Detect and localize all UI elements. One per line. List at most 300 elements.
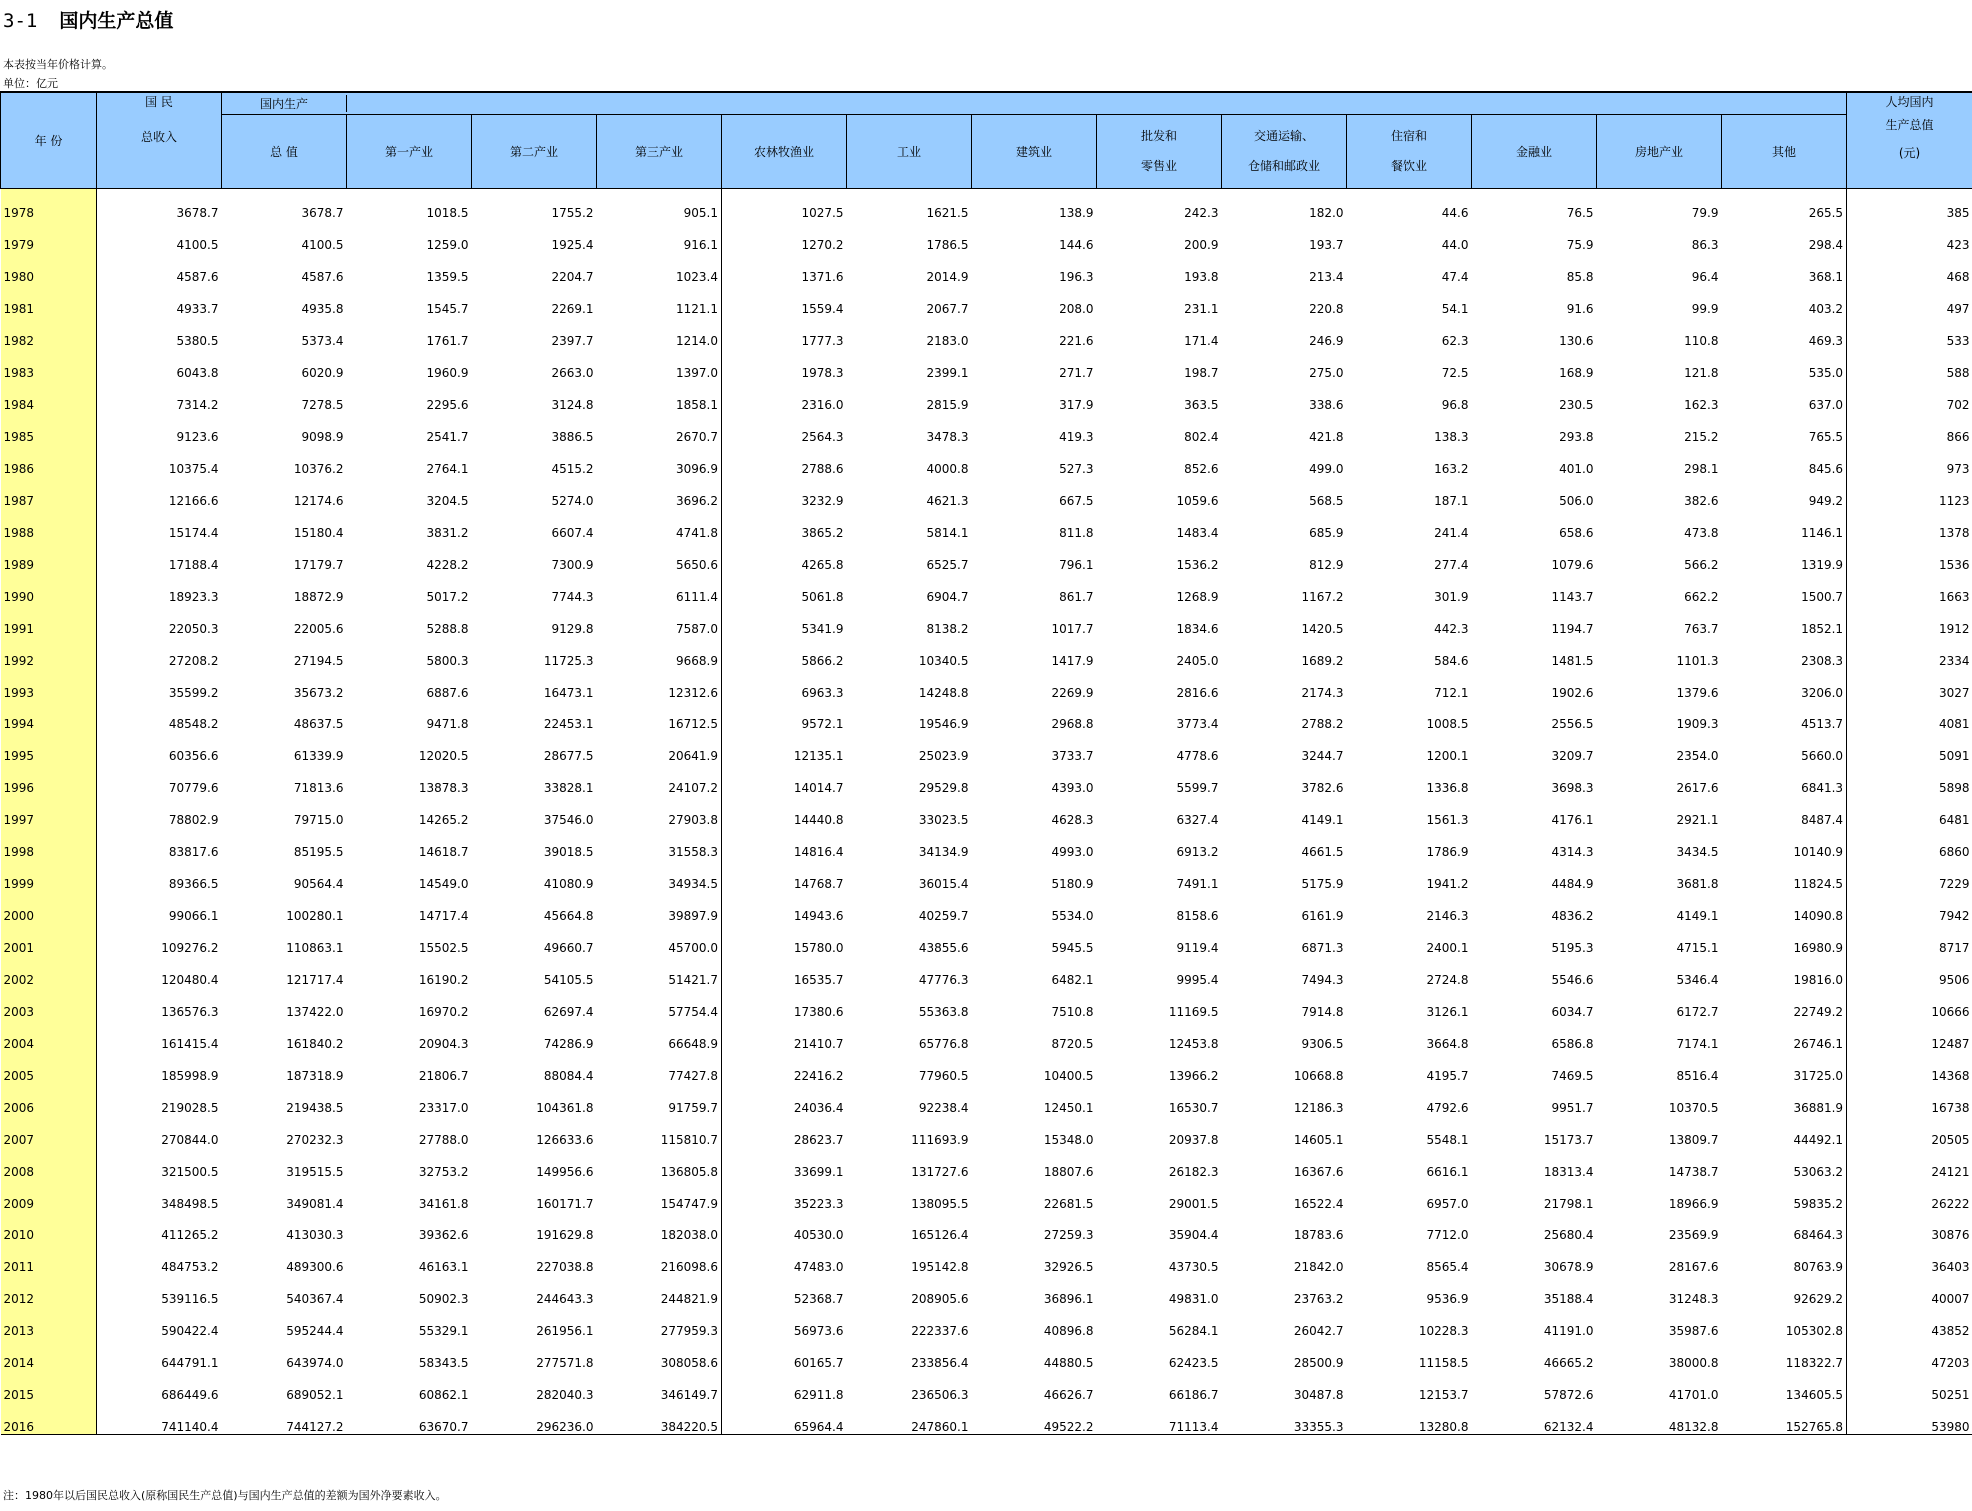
value-cell: 1786.5: [926, 238, 969, 253]
value-cell: 50902.3: [418, 1292, 469, 1307]
value-cell: 506.0: [1559, 493, 1594, 508]
header-primary: 第一产业: [347, 114, 472, 188]
value-cell: 50251: [1847, 1370, 1972, 1402]
value-cell: 1561.3: [1426, 813, 1469, 828]
value-cell: 5373.4: [301, 334, 344, 349]
value-cell: 92238.4: [918, 1100, 969, 1115]
value-cell: 588: [1847, 348, 1972, 380]
value-cell: 33023.5: [918, 813, 969, 828]
value-cell: 1483.4: [1176, 525, 1219, 540]
header-secondary: 第二产业: [472, 114, 597, 188]
year-cell: 1996: [1, 763, 97, 795]
value-cell: 26182.3: [1168, 1164, 1219, 1179]
value-cell: 6887.6: [426, 685, 469, 700]
value-cell: 1545.7: [426, 302, 469, 317]
value-cell: 44.0: [1441, 238, 1469, 253]
value-cell: 191629.8: [536, 1228, 594, 1243]
value-cell: 4149.1: [1676, 909, 1719, 924]
value-cell: 65964.4: [722, 1402, 847, 1434]
value-cell: 138095.5: [911, 1196, 969, 1211]
value-cell: 282040.3: [536, 1388, 594, 1403]
value-cell: 6904.7: [926, 589, 969, 604]
value-cell: 40259.7: [918, 909, 969, 924]
value-cell: 568.5: [1309, 493, 1344, 508]
value-cell: 14265.2: [418, 813, 469, 828]
value-cell: 12453.8: [1168, 1036, 1219, 1051]
value-cell: 5091: [1847, 731, 1972, 763]
value-cell: 270232.3: [286, 1132, 344, 1147]
value-cell: 6616.1: [1426, 1164, 1469, 1179]
value-cell: 5380.5: [176, 334, 219, 349]
value-cell: 1755.2: [551, 206, 594, 221]
value-cell: 16535.7: [722, 955, 847, 987]
value-cell: 26746.1: [1793, 1036, 1844, 1051]
value-cell: 16980.9: [1793, 941, 1844, 955]
value-cell: 9119.4: [1176, 941, 1219, 955]
value-cell: 2815.9: [926, 398, 969, 413]
value-cell: 19816.0: [1793, 972, 1844, 987]
value-cell: 4100.5: [176, 238, 219, 253]
value-cell: 233856.4: [911, 1356, 969, 1371]
value-cell: 1663: [1847, 572, 1972, 604]
value-cell: 2405.0: [1176, 653, 1219, 668]
value-cell: 4587.6: [301, 270, 344, 285]
value-cell: 4933.7: [176, 302, 219, 317]
year-cell: 1992: [1, 636, 97, 668]
value-cell: 33699.1: [722, 1147, 847, 1179]
value-cell: 18872.9: [293, 589, 344, 604]
table-row: [1, 987, 1972, 1019]
value-cell: 24036.4: [722, 1083, 847, 1115]
value-cell: 744127.2: [222, 1402, 347, 1434]
value-cell: 905.1: [683, 206, 718, 221]
table-row: [1, 700, 1972, 732]
value-cell: 916.1: [683, 238, 718, 253]
value-cell: 49522.2: [972, 1402, 1097, 1434]
value-cell: 6607.4: [551, 525, 594, 540]
header-wholesale: [1097, 114, 1222, 188]
value-cell: 163.2: [1434, 461, 1469, 476]
value-cell: 26222: [1847, 1179, 1972, 1211]
value-cell: 10668.8: [1293, 1068, 1344, 1083]
value-cell: 8158.6: [1176, 909, 1219, 924]
value-cell: 58343.5: [418, 1356, 469, 1371]
value-cell: 13878.3: [418, 781, 469, 796]
value-cell: 2334: [1847, 636, 1972, 668]
value-cell: 533: [1847, 316, 1972, 348]
year-cell: 2010: [1, 1211, 97, 1243]
table-row: [1, 1338, 1972, 1370]
value-cell: 308058.6: [660, 1356, 718, 1371]
year-cell: 2009: [1, 1179, 97, 1211]
value-cell: 489300.6: [286, 1260, 344, 1275]
year-cell: 2015: [1, 1370, 97, 1402]
value-cell: 10340.5: [918, 653, 969, 668]
value-cell: 33828.1: [543, 781, 594, 796]
value-cell: 105302.8: [1785, 1324, 1844, 1339]
value-cell: 1167.2: [1301, 589, 1344, 604]
value-cell: 1101.3: [1676, 653, 1719, 668]
value-cell: 2541.7: [426, 430, 469, 444]
value-cell: 6525.7: [926, 557, 969, 572]
value-cell: 9098.9: [301, 430, 344, 444]
header-tertiary: 第三产业: [597, 114, 722, 188]
header-per-capita: [1847, 92, 1972, 188]
value-cell: 39897.9: [668, 909, 718, 924]
value-cell: 3124.8: [551, 398, 594, 413]
value-cell: 1359.5: [426, 270, 469, 285]
value-cell: 765.5: [1808, 430, 1844, 444]
value-cell: 23317.0: [418, 1100, 469, 1115]
year-cell: 2007: [1, 1115, 97, 1147]
header-transport-line1: 交通运输、: [1253, 129, 1314, 143]
value-cell: 43855.6: [918, 941, 969, 955]
value-cell: 1689.2: [1301, 653, 1344, 668]
value-cell: 40896.8: [1043, 1324, 1094, 1339]
value-cell: 497: [1847, 284, 1972, 316]
value-cell: 1500.7: [1801, 589, 1844, 604]
value-cell: 231.1: [1184, 302, 1219, 317]
value-cell: 1143.7: [1551, 589, 1594, 604]
value-cell: 1941.2: [1426, 877, 1469, 892]
value-cell: 6161.9: [1301, 909, 1344, 924]
value-cell: 4792.6: [1426, 1100, 1469, 1115]
year-cell: 1989: [1, 540, 97, 572]
value-cell: 12312.6: [668, 685, 718, 700]
value-cell: 527.3: [1059, 461, 1094, 476]
value-cell: 104361.8: [536, 1100, 594, 1115]
value-cell: 6111.4: [676, 589, 718, 604]
value-cell: 13966.2: [1168, 1068, 1219, 1083]
value-cell: 499.0: [1309, 461, 1344, 476]
table-title: 国内生产总值: [59, 10, 174, 32]
value-cell: 216098.6: [660, 1260, 718, 1275]
value-cell: 1481.5: [1551, 653, 1594, 668]
value-cell: 4935.8: [301, 302, 344, 317]
header-transport-line2: 仓储和邮政业: [1247, 159, 1320, 173]
value-cell: 384220.5: [597, 1402, 722, 1434]
header-hotel-line2: 餐饮业: [1390, 159, 1427, 173]
value-cell: 413030.3: [286, 1228, 344, 1243]
value-cell: 2308.3: [1801, 653, 1844, 668]
value-cell: 25680.4: [1543, 1228, 1594, 1243]
value-cell: 4515.2: [551, 461, 594, 476]
value-cell: 741140.4: [97, 1402, 222, 1434]
value-cell: 10370.5: [1668, 1100, 1719, 1115]
table-row: [1, 636, 1972, 668]
value-cell: 2269.1: [551, 302, 594, 317]
value-cell: 2968.8: [1051, 717, 1094, 732]
value-cell: 9123.6: [176, 430, 219, 444]
value-cell: 2663.0: [551, 366, 594, 381]
value-cell: 658.6: [1559, 525, 1594, 540]
value-cell: 77427.8: [668, 1068, 718, 1083]
value-cell: 80763.9: [1793, 1260, 1844, 1275]
value-cell: 271.7: [1059, 366, 1094, 381]
value-cell: 10140.9: [1793, 845, 1844, 860]
gdp-table: [0, 91, 1972, 1435]
value-cell: 18966.9: [1668, 1196, 1719, 1211]
value-cell: 14768.7: [722, 859, 847, 891]
value-cell: 16367.6: [1293, 1164, 1344, 1179]
value-cell: 48132.8: [1597, 1402, 1722, 1434]
value-cell: 34161.8: [418, 1196, 469, 1211]
value-cell: 5599.7: [1176, 781, 1219, 796]
value-cell: 2670.7: [676, 430, 718, 444]
value-cell: 8717: [1847, 923, 1972, 955]
header-finance: 金融业: [1472, 114, 1597, 188]
value-cell: 338.6: [1309, 398, 1344, 413]
table-row: [1, 1306, 1972, 1338]
value-cell: 1925.4: [551, 238, 594, 253]
header-wholesale-line2: 零售业: [1140, 159, 1177, 173]
table-row: [1, 1147, 1972, 1179]
value-cell: 385: [1847, 188, 1972, 220]
value-cell: 1023.4: [676, 270, 718, 285]
value-cell: 60356.6: [168, 749, 219, 764]
value-cell: 1123: [1847, 476, 1972, 508]
value-cell: 4314.3: [1551, 845, 1594, 860]
value-cell: 37546.0: [543, 813, 594, 828]
value-cell: 4265.8: [722, 540, 847, 572]
value-cell: 595244.4: [286, 1324, 344, 1339]
value-cell: 1371.6: [722, 252, 847, 284]
value-cell: 5814.1: [926, 525, 969, 540]
table-row: [1, 1083, 1972, 1115]
value-cell: 27903.8: [668, 813, 718, 828]
value-cell: 802.4: [1184, 430, 1219, 444]
value-cell: 4836.2: [1551, 909, 1594, 924]
value-cell: 317.9: [1059, 398, 1094, 413]
table-row: [1, 348, 1972, 380]
value-cell: 44880.5: [1043, 1356, 1094, 1371]
value-cell: 121.8: [1684, 366, 1719, 381]
value-cell: 61339.9: [293, 749, 344, 764]
value-cell: 48548.2: [168, 717, 219, 732]
value-cell: 72.5: [1441, 366, 1469, 381]
value-cell: 12166.6: [168, 493, 219, 508]
value-cell: 138.3: [1434, 430, 1469, 444]
header-gdp: [222, 114, 347, 188]
value-cell: 47203: [1847, 1338, 1972, 1370]
value-cell: 2816.6: [1176, 685, 1219, 700]
value-cell: 7278.5: [301, 398, 344, 413]
value-cell: 4628.3: [1051, 813, 1094, 828]
value-cell: 35987.6: [1668, 1324, 1719, 1339]
value-cell: 423: [1847, 220, 1972, 252]
page-title: [3, 6, 173, 33]
value-cell: 2397.7: [551, 334, 594, 349]
value-cell: 1214.0: [676, 334, 718, 349]
value-cell: 185998.9: [161, 1068, 219, 1083]
value-cell: 14549.0: [418, 877, 469, 892]
value-cell: 11158.5: [1418, 1356, 1469, 1371]
value-cell: 5866.2: [722, 636, 847, 668]
header-year: 年 份: [1, 92, 97, 188]
value-cell: 1902.6: [1551, 685, 1594, 700]
value-cell: 46626.7: [1043, 1388, 1094, 1403]
value-cell: 91.6: [1566, 302, 1594, 317]
value-cell: 45664.8: [543, 909, 594, 924]
value-cell: 35904.4: [1168, 1228, 1219, 1243]
value-cell: 277571.8: [536, 1356, 594, 1371]
value-cell: 49660.7: [543, 941, 594, 955]
value-cell: 63670.7: [347, 1402, 472, 1434]
value-cell: 1059.6: [1176, 493, 1219, 508]
year-cell: 1990: [1, 572, 97, 604]
value-cell: 136805.8: [660, 1164, 718, 1179]
header-percap-line1: 人均国内: [1885, 95, 1934, 109]
value-cell: 29001.5: [1168, 1196, 1219, 1211]
value-cell: 86.3: [1691, 238, 1719, 253]
value-cell: 16738: [1847, 1083, 1972, 1115]
value-cell: 4741.8: [676, 525, 718, 540]
year-cell: 1984: [1, 380, 97, 412]
value-cell: 14368: [1847, 1051, 1972, 1083]
value-cell: 382.6: [1684, 493, 1719, 508]
value-cell: 171.4: [1184, 334, 1219, 349]
value-cell: 118322.7: [1785, 1356, 1844, 1371]
value-cell: 247860.1: [847, 1402, 972, 1434]
value-cell: 137422.0: [286, 1004, 344, 1019]
value-cell: 56973.6: [722, 1306, 847, 1338]
year-cell: 1991: [1, 604, 97, 636]
value-cell: 4661.5: [1301, 845, 1344, 860]
value-cell: 39362.6: [418, 1228, 469, 1243]
value-cell: 22749.2: [1793, 1004, 1844, 1019]
value-cell: 1978.3: [722, 348, 847, 380]
value-cell: 411265.2: [161, 1228, 219, 1243]
value-cell: 2204.7: [551, 270, 594, 285]
table-row: [1, 252, 1972, 284]
value-cell: 4195.7: [1426, 1068, 1469, 1083]
year-cell: 2000: [1, 891, 97, 923]
value-cell: 62132.4: [1472, 1402, 1597, 1434]
value-cell: 18807.6: [1043, 1164, 1094, 1179]
year-cell: 2005: [1, 1051, 97, 1083]
value-cell: 162.3: [1684, 398, 1719, 413]
value-cell: 40530.0: [722, 1211, 847, 1243]
value-cell: 115810.7: [660, 1132, 718, 1147]
year-cell: 2003: [1, 987, 97, 1019]
year-cell: 1988: [1, 508, 97, 540]
value-cell: 75.9: [1566, 238, 1594, 253]
value-cell: 473.8: [1684, 525, 1719, 540]
value-cell: 62.3: [1441, 334, 1469, 349]
value-cell: 48637.5: [293, 717, 344, 732]
table-row: [1, 444, 1972, 476]
value-cell: 10375.4: [168, 461, 219, 476]
table-row: [1, 1274, 1972, 1306]
table-row: [1, 891, 1972, 923]
table-row: [1, 763, 1972, 795]
value-cell: 796.1: [1059, 557, 1094, 572]
value-cell: 4993.0: [1051, 845, 1094, 860]
value-cell: 24107.2: [668, 781, 718, 796]
value-cell: 363.5: [1184, 398, 1219, 413]
value-cell: 4778.6: [1176, 749, 1219, 764]
value-cell: 1270.2: [722, 220, 847, 252]
value-cell: 3678.7: [176, 206, 219, 221]
header-gdp-line1: 国内生产: [222, 95, 347, 112]
value-cell: 241.4: [1434, 525, 1469, 540]
value-cell: 43852: [1847, 1306, 1972, 1338]
value-cell: 20505: [1847, 1115, 1972, 1147]
value-cell: 21806.7: [418, 1068, 469, 1083]
value-cell: 9951.7: [1551, 1100, 1594, 1115]
value-cell: 74286.9: [543, 1036, 594, 1051]
footnote: 注：1980年以后国民总收入(原称国民生产总值)与国内生产总值的差额为国外净要素收入。: [3, 1489, 447, 1502]
value-cell: 14816.4: [722, 827, 847, 859]
value-cell: 66648.9: [668, 1036, 718, 1051]
value-cell: 45700.0: [668, 941, 718, 955]
header-percap-line2: 生产总值: [1885, 118, 1934, 132]
value-cell: 35188.4: [1543, 1292, 1594, 1307]
value-cell: 702: [1847, 380, 1972, 412]
value-cell: 134605.5: [1785, 1388, 1844, 1403]
value-cell: 54105.5: [543, 972, 594, 987]
value-cell: 47776.3: [918, 972, 969, 987]
value-cell: 14440.8: [722, 795, 847, 827]
value-cell: 36403: [1847, 1242, 1972, 1274]
value-cell: 9995.4: [1176, 972, 1219, 987]
value-cell: 5175.9: [1301, 877, 1344, 892]
value-cell: 566.2: [1684, 557, 1719, 572]
value-cell: 10666: [1847, 987, 1972, 1019]
value-cell: 5945.5: [1051, 941, 1094, 955]
value-cell: 973: [1847, 444, 1972, 476]
value-cell: 3678.7: [301, 206, 344, 221]
value-cell: 3434.5: [1676, 845, 1719, 860]
value-cell: 2617.6: [1676, 781, 1719, 796]
value-cell: 27208.2: [168, 653, 219, 668]
value-cell: 15502.5: [418, 941, 469, 955]
value-cell: 195142.8: [911, 1260, 969, 1275]
price-basis-note: 本表按当年价格计算。: [3, 58, 113, 71]
value-cell: 866: [1847, 412, 1972, 444]
year-cell: 2014: [1, 1338, 97, 1370]
value-cell: 10400.5: [1043, 1068, 1094, 1083]
value-cell: 2564.3: [722, 412, 847, 444]
value-cell: 76.5: [1566, 206, 1594, 221]
value-cell: 3209.7: [1551, 749, 1594, 764]
value-cell: 8565.4: [1426, 1260, 1469, 1275]
value-cell: 92629.2: [1793, 1292, 1844, 1307]
value-cell: 852.6: [1184, 461, 1219, 476]
value-cell: 23763.2: [1293, 1292, 1344, 1307]
table-row: [1, 827, 1972, 859]
value-cell: 215.2: [1684, 430, 1719, 444]
value-cell: 5195.3: [1551, 941, 1594, 955]
table-number: 3-1: [3, 10, 38, 32]
value-cell: 7942: [1847, 891, 1972, 923]
value-cell: 685.9: [1309, 525, 1344, 540]
value-cell: 296236.0: [472, 1402, 597, 1434]
year-cell: 2006: [1, 1083, 97, 1115]
value-cell: 14248.8: [918, 685, 969, 700]
value-cell: 6172.7: [1676, 1004, 1719, 1019]
value-cell: 196.3: [1059, 270, 1094, 285]
header-hotel-line1: 住宿和: [1390, 129, 1427, 143]
year-cell: 1978: [1, 188, 97, 220]
value-cell: 1378: [1847, 508, 1972, 540]
value-cell: 242.3: [1184, 206, 1219, 221]
value-cell: 51421.7: [668, 972, 718, 987]
value-cell: 144.6: [1059, 238, 1094, 253]
value-cell: 12174.6: [293, 493, 344, 508]
value-cell: 12020.5: [418, 749, 469, 764]
value-cell: 349081.4: [286, 1196, 344, 1211]
